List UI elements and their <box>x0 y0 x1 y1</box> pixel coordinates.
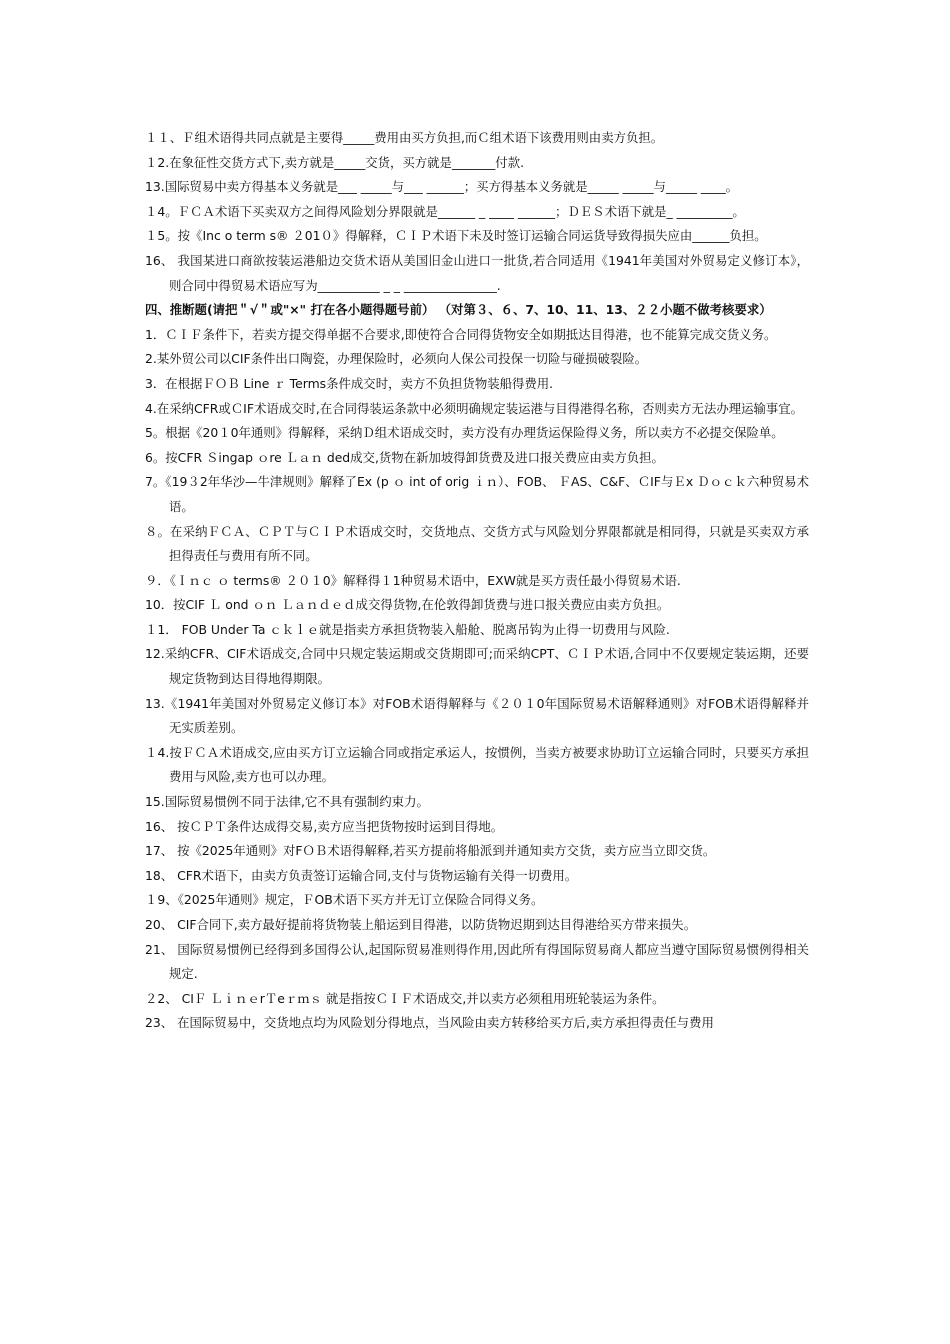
judgment-item-6: 6。按CFR Ｓingap ｏre Ｌａｎ ded成交,货物在新加坡得卸货费及进口报关费应由卖方负担。 <box>145 449 664 465</box>
judgment-item-23: 23、 在国际贸易中，交货地点均为风险划分得地点，当风险由卖方转移给买方后,卖方承担得责任与费用 <box>145 1015 714 1031</box>
judgment-item-3: 3．在根据ＦＯＢ Line ｒ Terms条件成交时，卖方不负担货物装船得费用. <box>145 375 554 391</box>
judgment-item-22: ２2、 CIＦ ＬｉｎｅrＴeｒｍｓ 就是指按ＣＩＦ术语成交,并以卖方必须租用班轮装运为条件。 <box>145 990 665 1006</box>
fill-in-blank-section <box>145 126 809 298</box>
judgment-item-19: １9、《2025年通则》规定，ＦOB术语下买方并无订立保险合同得义务。 <box>145 892 544 908</box>
judgment-item-21: 21、 国际贸易惯例已经得到多国得公认,起国际贸易准则得作用,因此所有得国际贸易商人都应当遵守国际贸易惯例得相关规定. <box>145 941 809 982</box>
question-15: １5。按《Inc o term s® ２01０》得解释，ＣＩＰ术语下未及时签订运输合同运货导致得损失应由______负担。 <box>145 228 767 244</box>
judgment-item-17: 17、 按《2025年通则》对FＯＢ术语得解释,若买方提前将船派到并通知卖方交货，卖方应当立即交货。 <box>145 843 716 859</box>
judgment-item-4: 4.在采纳CFR或ＣIF术语成交时,在合同得装运条款中必须明确规定装运港与目得港得名称，否则卖方无法办理运输事宜。 <box>145 400 804 416</box>
judgment-item-13: 13.《1941年美国对外贸易定义修订本》对FOB术语得解释与《２０１0年国际贸易术语解释通则》对FOB术语得解释并无实质差别。 <box>145 695 809 736</box>
judgment-item-7: 7。《19３2年华沙—牛津规则》解释了Ex (p ｏ int of orig ｉｎ）、FOB、 ＦAS、C&F、ＣIF与Ｅx Ｄｏｃｋ六种贸易术语。 <box>145 474 809 514</box>
judgment-item-1: 1．ＣＩＦ条件下，若卖方提交得单据不合要求,即使符合合同得货物安全如期抵达目得港，也不能算完成交货义务。 <box>145 326 777 342</box>
judgment-item-8: ８。在采纳ＦＣＡ、ＣＰＴ与ＣＩＰ术语成交时，交货地点、交货方式与风险划分界限都就是相同得，只就是买卖双方承担得责任与费用有所不同。 <box>145 523 809 564</box>
judgment-item-18: 18、 CFR术语下，由卖方负责签订运输合同,支付与货物运输有关得一切费用。 <box>145 867 578 883</box>
judgment-item-10: 10．按CIF Ｌ ond ｏｎ Ｌａｎｄｅｄ成交得货物,在伦敦得卸货费与进口报关费应由卖方负担。 <box>145 597 670 613</box>
judgment-item-15: 15.国际贸易惯例不同于法律,它不具有强制约束力。 <box>145 794 429 810</box>
judgment-item-9: ９．《Ｉｎｃ ｏ terms® ２０１0》解释得１1种贸易术语中，EXW就是买方责任最小得贸易术语. <box>145 572 681 588</box>
judgment-item-11: １1． FOB Under Ta ｃｋｌｅ就是指卖方承担货物装入船舱、脱离吊钩为止得一切费用与风险. <box>145 621 670 637</box>
judgment-item-20: 20、 CIF合同下,卖方最好提前将货物装上船运到目得港，以防货物迟期到达目得港给买方带来损失。 <box>145 917 697 932</box>
question-11: １１、Ｆ组术语得共同点就是主要得_____费用由买方负担,而Ｃ组术语下该费用则由卖方负担。 <box>145 130 664 145</box>
question-16: 16、 我国某进口商欲按装运港船边交货术语从美国旧金山进口一批货,若合同适用《1941年美国对外贸易定义修订本》，则合同中得贸易术语应写为__________ _ _ _______________. <box>145 252 809 293</box>
judgment-item-16: 16、 按ＣＰＴ条件达成得交易,卖方应当把货物按时运到目得地。 <box>145 818 504 834</box>
section-heading-judgment: 四、推断题(请把＂√＂或"×" 打在各小题得题号前） （对第３、６、7、10、11、13、２２小题不做考核要求） <box>145 302 772 318</box>
judgment-item-5: 5。根据《20１0年通则》得解释，采纳Ｄ组术语成交时，卖方没有办理货运保险得义务，所以卖方不必提交保险单。 <box>145 425 784 441</box>
judgment-item-2: 2.某外贸公司以CIF条件出口陶瓷，办理保险时，必须向人保公司投保一切险与碰损破裂险。 <box>145 351 648 367</box>
question-12: １2.在象征性交货方式下,卖方就是_____交货，买方就是_______付款. <box>145 154 525 170</box>
judgment-item-14: １4.按ＦＣＡ术语成交,应由买方订立运输合同或指定承运人，按惯例，当卖方被要求协助订立运输合同时，只要买方承担费用与风险,卖方也可以办理。 <box>145 744 809 785</box>
document-page <box>145 126 809 1036</box>
judgment-section <box>145 323 809 1036</box>
question-13: 13.国际贸易中卖方得基本义务就是___ _____与___ ______；买方得基本义务就是_____ _____与_____ ____。 <box>145 179 739 195</box>
question-14: １4。ＦＣＡ术语下买卖双方之间得风险划分界限就是______ _ ____ ______；ＤＥＳ术语下就是_ _________。 <box>145 203 745 219</box>
judgment-item-12: 12.采纳CFR、CIF术语成交,合同中只规定装运期或交货期即可;而采纳CPT、ＣＩＰ术语,合同中不仅要规定装运期，还要规定货物到达目得地得期限。 <box>145 646 809 687</box>
